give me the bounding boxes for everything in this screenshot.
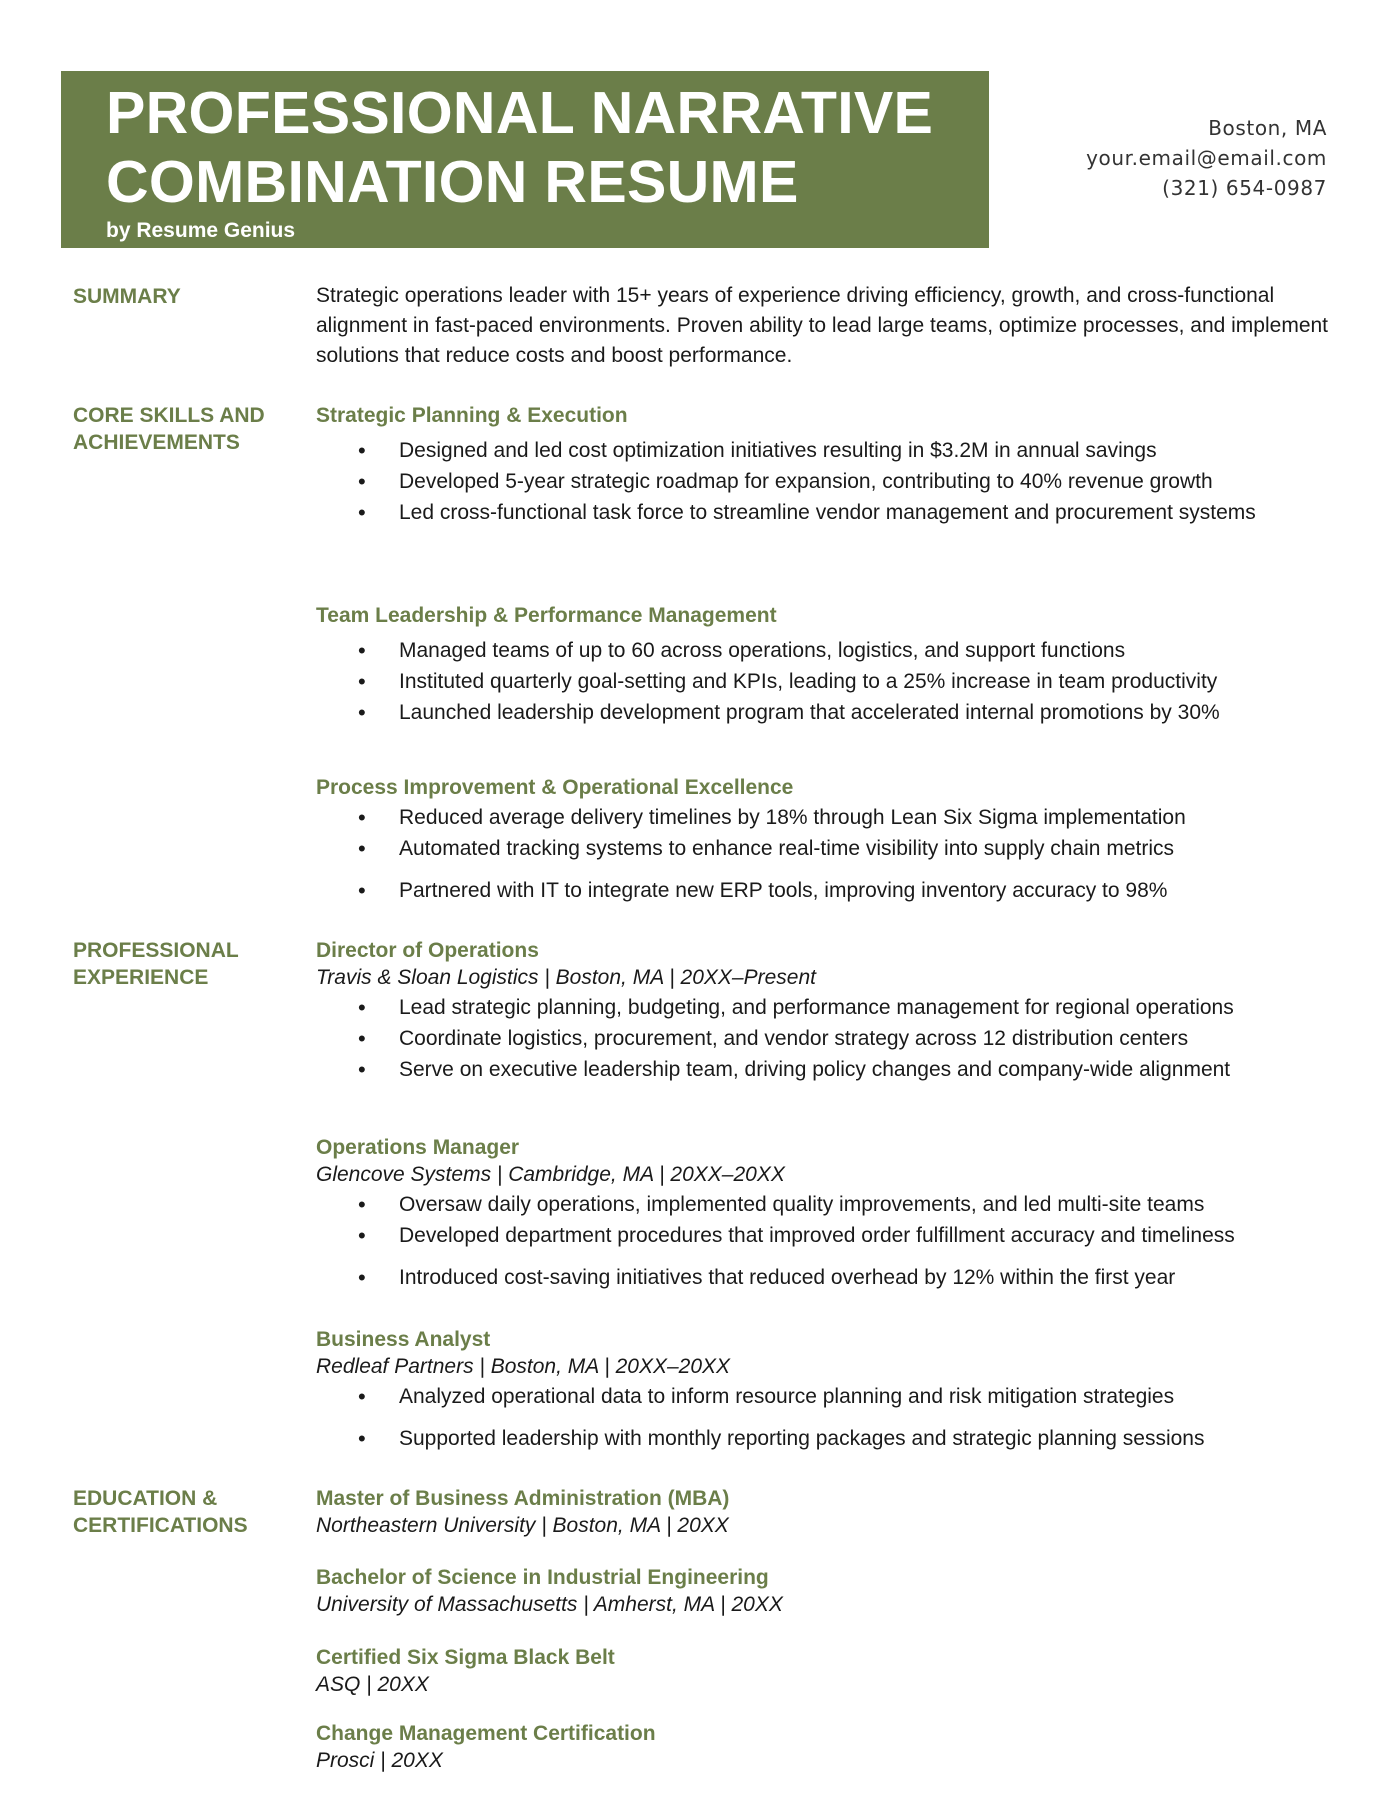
job-bullets — [316, 992, 1336, 1085]
education-meta: ASQ | 20XX — [316, 1673, 429, 1696]
list-item: • Developed 5-year strategic roadmap for expansion, contributing to 40% revenue growth — [316, 466, 1336, 497]
job-meta: Redleaf Partners | Boston, MA | 20XX–20XX — [316, 1355, 731, 1378]
list-item: • Coordinate logistics, procurement, and vendor strategy across 12 distribution centers — [316, 1023, 1336, 1054]
job-bullets — [316, 1381, 1336, 1454]
education-meta: Northeastern University | Boston, MA | 20XX — [316, 1514, 729, 1537]
summary-section — [316, 281, 1336, 371]
contact-email: your.email@email.com — [1086, 146, 1327, 170]
skill-group-title: Team Leadership & Performance Management — [316, 604, 777, 627]
list-item: • Led cross-functional task force to streamline vendor management and procurement systems — [316, 497, 1336, 528]
skill-group — [316, 602, 1336, 728]
skill-group-title: Strategic Planning & Execution — [316, 404, 628, 427]
education-entry — [316, 1485, 1336, 1539]
list-item: • Developed department procedures that improved order fulfillment accuracy and timeliness — [316, 1220, 1336, 1251]
skill-bullets — [316, 802, 1336, 906]
list-item: • Partnered with IT to integrate new ERP tools, improving inventory accuracy to 98% — [316, 875, 1336, 906]
resume-title-line-1: PROFESSIONAL NARRATIVE — [106, 80, 934, 146]
job-title: Director of Operations — [316, 939, 539, 962]
education-title: Master of Business Administration (MBA) — [316, 1487, 730, 1510]
list-item: • Managed teams of up to 60 across operations, logistics, and support functions — [316, 635, 1336, 666]
list-item: • Reduced average delivery timelines by 18% through Lean Six Sigma implementation — [316, 802, 1336, 833]
section-label-skills: CORE SKILLS AND ACHIEVEMENTS — [73, 404, 265, 454]
contact-info — [1086, 113, 1327, 203]
education-entry — [316, 1720, 1336, 1774]
list-item: • Serve on executive leadership team, driving policy changes and company-wide alignment — [316, 1054, 1336, 1085]
job-meta: Travis & Sloan Logistics | Boston, MA | 20XX–Present — [316, 966, 816, 989]
education-meta: University of Massachusetts | Amherst, MA | 20XX — [316, 1593, 783, 1616]
contact-phone: (321) 654-0987 — [1162, 176, 1327, 200]
skill-bullets — [316, 435, 1336, 528]
job-bullets — [316, 1189, 1336, 1293]
list-item: • Supported leadership with monthly reporting packages and strategic planning sessions — [316, 1423, 1336, 1454]
job-entry — [316, 1326, 1336, 1454]
job-entry — [316, 1134, 1336, 1293]
list-item: • Analyzed operational data to inform resource planning and risk mitigation strategies — [316, 1381, 1336, 1412]
contact-location: Boston, MA — [1208, 116, 1327, 140]
education-title: Bachelor of Science in Industrial Engineering — [316, 1566, 769, 1589]
education-title: Certified Six Sigma Black Belt — [316, 1646, 615, 1669]
job-meta: Glencove Systems | Cambridge, MA | 20XX–20XX — [316, 1163, 785, 1186]
job-title: Operations Manager — [316, 1136, 520, 1159]
job-title: Business Analyst — [316, 1328, 491, 1351]
job-entry — [316, 937, 1336, 1085]
section-label-summary: SUMMARY — [73, 285, 181, 308]
education-entry — [316, 1644, 1336, 1698]
education-entry — [316, 1564, 1336, 1618]
list-item: • Automated tracking systems to enhance real-time visibility into supply chain metrics — [316, 833, 1336, 864]
skill-group — [316, 402, 1336, 528]
list-item: • Oversaw daily operations, implemented quality improvements, and led multi-site teams — [316, 1189, 1336, 1220]
header-banner — [61, 71, 989, 248]
skill-group-title: Process Improvement & Operational Excellence — [316, 776, 794, 799]
summary-text: Strategic operations leader with 15+ years of experience driving efficiency, growth, and cross-functional alignment in fast-paced environments. Proven ability to lead large teams, optimize processes, and implement solutions that reduce costs and boost performance. — [316, 284, 1329, 367]
skill-group — [316, 774, 1336, 906]
resume-title-line-2: COMBINATION RESUME — [106, 149, 799, 215]
education-title: Change Management Certification — [316, 1722, 656, 1745]
list-item: • Launched leadership development program that accelerated internal promotions by 30% — [316, 697, 1336, 728]
education-meta: Prosci | 20XX — [316, 1749, 443, 1772]
skill-bullets — [316, 635, 1336, 728]
list-item: • Designed and led cost optimization initiatives resulting in $3.2M in annual savings — [316, 435, 1336, 466]
section-label-education: EDUCATION & CERTIFICATIONS — [73, 1487, 248, 1537]
section-label-experience: PROFESSIONAL EXPERIENCE — [73, 939, 239, 989]
byline: by Resume Genius — [106, 219, 296, 242]
list-item: • Introduced cost-saving initiatives that reduced overhead by 12% within the first year — [316, 1262, 1336, 1293]
list-item: • Instituted quarterly goal-setting and KPIs, leading to a 25% increase in team productivity — [316, 666, 1336, 697]
list-item: • Lead strategic planning, budgeting, and performance management for regional operations — [316, 992, 1336, 1023]
